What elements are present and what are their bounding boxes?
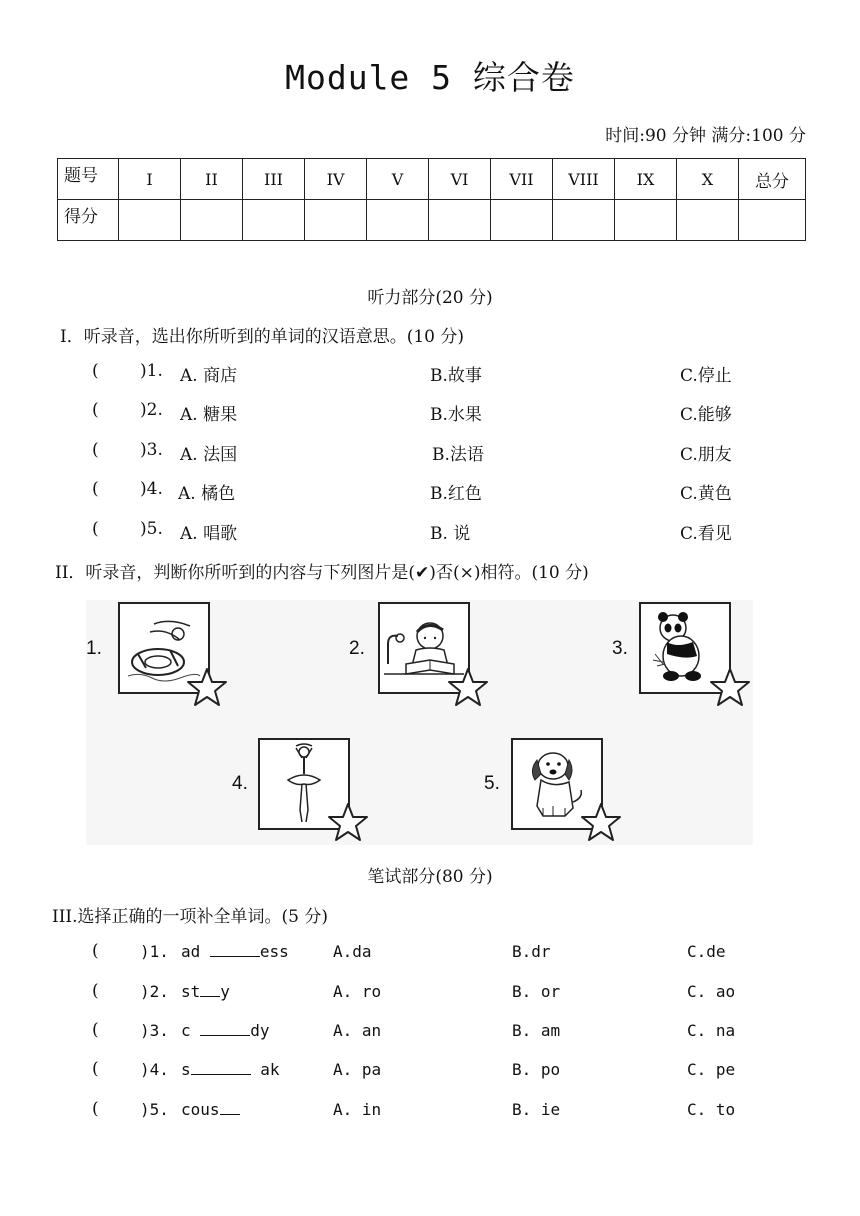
score-cell[interactable]	[553, 200, 615, 241]
option-c: C. ao	[687, 982, 736, 1001]
score-table	[57, 158, 806, 241]
word-with-blank	[181, 942, 289, 961]
question-number: )2.	[140, 982, 169, 1001]
option-a: A. in	[333, 1100, 382, 1119]
column-header: X	[677, 159, 739, 200]
listening-heading: 听力部分(20 分)	[367, 288, 493, 308]
picture-panel	[86, 600, 753, 845]
question-number: )3.	[140, 440, 163, 460]
question-number: )1.	[140, 942, 169, 961]
option-a: A. 橘色	[178, 484, 236, 504]
question-number: )5.	[140, 519, 163, 539]
option-a: A. pa	[333, 1060, 382, 1079]
column-header: III	[243, 159, 305, 200]
word-with-blank	[181, 1021, 270, 1040]
column-header: V	[367, 159, 429, 200]
option-b: B.故事	[430, 366, 482, 386]
option-c: C. na	[687, 1021, 736, 1040]
word-suffix: ak	[250, 1060, 280, 1079]
star-icon[interactable]	[709, 666, 751, 708]
question-number: )3.	[140, 1021, 169, 1040]
answer-paren[interactable]: (	[92, 1020, 99, 1040]
time-score-info: 时间:90 分钟 满分:100 分	[605, 126, 806, 146]
picture-number: 2.	[349, 638, 365, 659]
part2-instruction: II．听录音，判断你所听到的内容与下列图片是(✔)否(×)相符。(10 分)	[55, 563, 589, 583]
option-b: B.水果	[430, 405, 482, 425]
star-icon[interactable]	[580, 801, 622, 843]
option-a: A. 法国	[180, 445, 238, 465]
option-c: C.de	[687, 942, 726, 961]
column-header: VII	[491, 159, 553, 200]
blank-line[interactable]	[200, 982, 220, 997]
picture-number: 4.	[232, 773, 248, 794]
word-with-blank	[181, 982, 230, 1001]
option-b: B. po	[512, 1060, 561, 1079]
answer-paren[interactable]: (	[92, 981, 99, 1001]
answer-paren[interactable]: (	[92, 941, 99, 961]
score-cell[interactable]	[615, 200, 677, 241]
word-prefix: s	[181, 1060, 191, 1079]
option-c: C.黄色	[680, 484, 732, 504]
blank-line[interactable]	[220, 1100, 240, 1115]
answer-paren[interactable]: (	[92, 361, 99, 381]
score-table-header-row	[58, 159, 806, 200]
answer-paren[interactable]: (	[92, 1099, 99, 1119]
word-prefix: cous	[181, 1100, 220, 1119]
question-number: )5.	[140, 1100, 169, 1119]
word-suffix: dy	[250, 1021, 270, 1040]
header-label: 题号	[58, 159, 119, 200]
answer-paren[interactable]: (	[92, 479, 99, 499]
column-header: IX	[615, 159, 677, 200]
word-suffix: y	[220, 982, 230, 1001]
option-a: A. ro	[333, 982, 382, 1001]
word-prefix: ad	[181, 942, 210, 961]
picture-number: 1.	[86, 638, 102, 659]
question-number: )4.	[140, 1060, 169, 1079]
option-a: A. 商店	[180, 366, 238, 386]
option-b: B. 说	[430, 524, 471, 544]
option-a: A. 糖果	[180, 405, 238, 425]
option-a: A.da	[333, 942, 372, 961]
option-b: B.dr	[512, 942, 551, 961]
page-title: Module 5 综合卷	[285, 58, 575, 97]
answer-paren[interactable]: (	[92, 440, 99, 460]
score-cell[interactable]	[305, 200, 367, 241]
part1-instruction: I．听录音，选出你所听到的单词的汉语意思。(10 分)	[60, 327, 465, 347]
total-header: 总分	[739, 159, 806, 200]
option-a: A. an	[333, 1021, 382, 1040]
option-c: C.停止	[680, 366, 732, 386]
word-suffix: ess	[259, 942, 289, 961]
option-c: C.朋友	[680, 445, 732, 465]
blank-line[interactable]	[200, 1021, 250, 1036]
star-icon[interactable]	[186, 666, 228, 708]
option-c: C. to	[687, 1100, 736, 1119]
picture-number: 3.	[612, 638, 628, 659]
score-cell[interactable]	[119, 200, 181, 241]
option-c: C.能够	[680, 405, 732, 425]
option-a: A. 唱歌	[180, 524, 238, 544]
blank-line[interactable]	[191, 1060, 251, 1075]
column-header: IV	[305, 159, 367, 200]
star-icon[interactable]	[447, 666, 489, 708]
score-cell[interactable]	[367, 200, 429, 241]
word-with-blank	[181, 1100, 240, 1119]
word-with-blank	[181, 1060, 280, 1079]
score-cell[interactable]	[677, 200, 739, 241]
answer-paren[interactable]: (	[92, 1059, 99, 1079]
score-cell[interactable]	[181, 200, 243, 241]
option-b: B. ie	[512, 1100, 561, 1119]
column-header: VIII	[553, 159, 615, 200]
row-label: 得分	[58, 200, 119, 241]
blank-line[interactable]	[210, 942, 260, 957]
total-score-cell[interactable]	[739, 200, 806, 241]
picture-number: 5.	[484, 773, 500, 794]
question-number: )2.	[140, 400, 163, 420]
star-icon[interactable]	[327, 801, 369, 843]
question-number: )4.	[140, 479, 163, 499]
writing-heading: 笔试部分(80 分)	[367, 867, 493, 887]
part3-instruction: III.选择正确的一项补全单词。(5 分)	[52, 907, 329, 927]
score-cell[interactable]	[429, 200, 491, 241]
answer-paren[interactable]: (	[92, 519, 99, 539]
word-prefix: c	[181, 1021, 201, 1040]
question-number: )1.	[140, 361, 163, 381]
column-header: I	[119, 159, 181, 200]
score-cell[interactable]	[243, 200, 305, 241]
score-cell[interactable]	[491, 200, 553, 241]
score-table-score-row	[58, 200, 806, 241]
option-b: B. am	[512, 1021, 561, 1040]
answer-paren[interactable]: (	[92, 400, 99, 420]
option-b: B. or	[512, 982, 561, 1001]
option-c: C. pe	[687, 1060, 736, 1079]
option-b: B.红色	[430, 484, 482, 504]
option-c: C.看见	[680, 524, 732, 544]
column-header: II	[181, 159, 243, 200]
option-b: B.法语	[432, 445, 484, 465]
column-header: VI	[429, 159, 491, 200]
word-prefix: st	[181, 982, 201, 1001]
